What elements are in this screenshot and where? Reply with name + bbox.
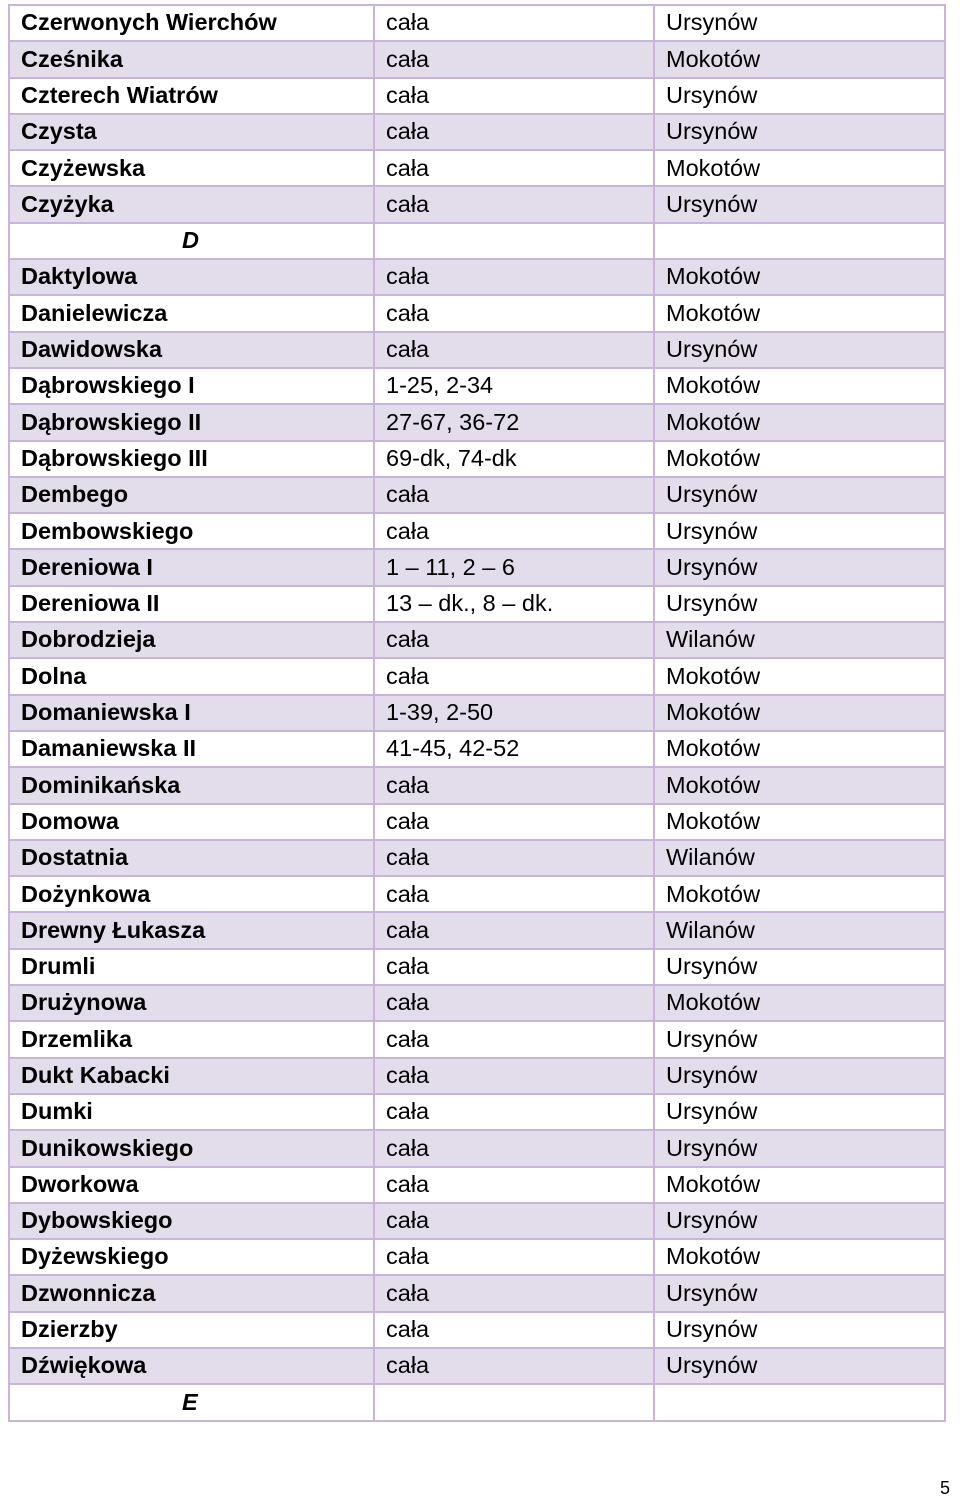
street-name-cell: Dąbrowskiego III [9, 441, 374, 477]
district-cell: Ursynów [654, 1312, 945, 1348]
district-cell: Mokotów [654, 731, 945, 767]
street-name-cell: Dzierzby [9, 1312, 374, 1348]
street-name-cell: Domaniewska I [9, 695, 374, 731]
district-cell: Ursynów [654, 1021, 945, 1057]
district-cell: Mokotów [654, 259, 945, 295]
table-row [9, 259, 945, 295]
letter-heading: E [9, 1384, 374, 1420]
street-name-cell: Drumli [9, 949, 374, 985]
street-name-cell: Dumki [9, 1094, 374, 1130]
street-name-cell: Dyżewskiego [9, 1239, 374, 1275]
district-cell: Ursynów [654, 114, 945, 150]
district-cell: Mokotów [654, 1167, 945, 1203]
district-cell: Ursynów [654, 1058, 945, 1094]
street-name-cell: Drewny Łukasza [9, 912, 374, 948]
range-cell: 1 – 11, 2 – 6 [374, 549, 654, 585]
table-row [9, 1130, 945, 1166]
district-cell: Ursynów [654, 1348, 945, 1384]
range-cell: cała [374, 622, 654, 658]
district-cell: Ursynów [654, 186, 945, 222]
range-cell: cała [374, 840, 654, 876]
table-row [9, 1275, 945, 1311]
table-row [9, 949, 945, 985]
range-cell: cała [374, 912, 654, 948]
range-cell: cała [374, 1130, 654, 1166]
range-cell: cała [374, 804, 654, 840]
district-cell: Mokotów [654, 658, 945, 694]
street-name-cell: Dożynkowa [9, 876, 374, 912]
street-name-cell: Danielewicza [9, 295, 374, 331]
street-name-cell: Dawidowska [9, 332, 374, 368]
street-name-cell: Domowa [9, 804, 374, 840]
range-cell: 1-25, 2-34 [374, 368, 654, 404]
district-cell: Wilanów [654, 622, 945, 658]
range-cell: cała [374, 1312, 654, 1348]
range-cell: cała [374, 1167, 654, 1203]
range-cell: cała [374, 1203, 654, 1239]
table-row [9, 622, 945, 658]
range-cell: 41-45, 42-52 [374, 731, 654, 767]
district-cell: Mokotów [654, 695, 945, 731]
range-cell: cała [374, 332, 654, 368]
district-cell: Ursynów [654, 549, 945, 585]
table-row [9, 1348, 945, 1384]
district-cell: Ursynów [654, 949, 945, 985]
street-name-cell: Damaniewska II [9, 731, 374, 767]
street-name-cell: Dostatnia [9, 840, 374, 876]
table-row [9, 150, 945, 186]
district-cell: Mokotów [654, 985, 945, 1021]
street-name-cell: Czerwonych Wierchów [9, 5, 374, 41]
district-cell: Ursynów [654, 332, 945, 368]
table-row [9, 586, 945, 622]
district-cell: Mokotów [654, 404, 945, 440]
street-name-cell: Dereniowa I [9, 549, 374, 585]
table-row [9, 1094, 945, 1130]
table-row [9, 876, 945, 912]
street-name-cell: Dybowskiego [9, 1203, 374, 1239]
table-body [9, 5, 945, 1421]
table-row [9, 1312, 945, 1348]
table-row [9, 1021, 945, 1057]
range-cell: cała [374, 150, 654, 186]
street-name-cell: Daktylowa [9, 259, 374, 295]
range-cell: cała [374, 767, 654, 803]
street-name-cell: Dąbrowskiego I [9, 368, 374, 404]
table-row [9, 332, 945, 368]
range-cell: cała [374, 477, 654, 513]
street-name-cell: Dąbrowskiego II [9, 404, 374, 440]
page-number: 5 [939, 1478, 950, 1498]
district-cell: Ursynów [654, 477, 945, 513]
range-cell: cała [374, 1058, 654, 1094]
range-cell: 27-67, 36-72 [374, 404, 654, 440]
street-name-cell: Dźwiękowa [9, 1348, 374, 1384]
street-name-cell: Czterech Wiatrów [9, 78, 374, 114]
range-cell: cała [374, 186, 654, 222]
range-cell: cała [374, 985, 654, 1021]
table-row [9, 295, 945, 331]
table-row [9, 840, 945, 876]
district-cell: Ursynów [654, 513, 945, 549]
range-cell: cała [374, 658, 654, 694]
range-cell: cała [374, 876, 654, 912]
district-cell: Ursynów [654, 1094, 945, 1130]
district-cell [654, 1384, 945, 1420]
table-row [9, 78, 945, 114]
table-row [9, 804, 945, 840]
range-cell: cała [374, 1348, 654, 1384]
street-name-cell: Dembowskiego [9, 513, 374, 549]
district-cell: Ursynów [654, 5, 945, 41]
street-name-cell: Dobrodzieja [9, 622, 374, 658]
range-cell: cała [374, 1239, 654, 1275]
district-cell: Mokotów [654, 876, 945, 912]
district-cell: Wilanów [654, 840, 945, 876]
table-row [9, 767, 945, 803]
district-cell: Ursynów [654, 78, 945, 114]
district-cell: Mokotów [654, 41, 945, 77]
district-cell: Mokotów [654, 368, 945, 404]
street-name-cell: Dominikańska [9, 767, 374, 803]
district-cell: Ursynów [654, 1203, 945, 1239]
street-name-cell: Czyżyka [9, 186, 374, 222]
range-cell: cała [374, 949, 654, 985]
table-row [9, 985, 945, 1021]
district-cell: Mokotów [654, 1239, 945, 1275]
table-row [9, 1167, 945, 1203]
street-name-cell: Czyżewska [9, 150, 374, 186]
range-cell: cała [374, 1275, 654, 1311]
table-row [9, 5, 945, 41]
street-table [8, 4, 946, 1422]
street-name-cell: Drzemlika [9, 1021, 374, 1057]
district-cell: Wilanów [654, 912, 945, 948]
street-name-cell: Drużynowa [9, 985, 374, 1021]
table-row [9, 41, 945, 77]
table-row [9, 695, 945, 731]
range-cell: cała [374, 41, 654, 77]
table-row [9, 114, 945, 150]
table-row [9, 549, 945, 585]
district-cell: Ursynów [654, 1130, 945, 1166]
district-cell: Mokotów [654, 295, 945, 331]
street-name-cell: Dembego [9, 477, 374, 513]
table-row [9, 731, 945, 767]
district-cell: Mokotów [654, 150, 945, 186]
street-name-cell: Dukt Kabacki [9, 1058, 374, 1094]
range-cell: cała [374, 5, 654, 41]
street-name-cell: Cześnika [9, 41, 374, 77]
street-name-cell: Dereniowa II [9, 586, 374, 622]
street-name-cell: Dzwonnicza [9, 1275, 374, 1311]
range-cell: cała [374, 1021, 654, 1057]
table-row [9, 404, 945, 440]
table-row [9, 658, 945, 694]
table-row [9, 1058, 945, 1094]
table-row [9, 1203, 945, 1239]
table-row [9, 441, 945, 477]
letter-header-row [9, 223, 945, 259]
range-cell: cała [374, 78, 654, 114]
range-cell: cała [374, 295, 654, 331]
district-cell: Mokotów [654, 804, 945, 840]
range-cell: 69-dk, 74-dk [374, 441, 654, 477]
district-cell: Mokotów [654, 441, 945, 477]
district-cell: Mokotów [654, 767, 945, 803]
letter-header-row [9, 1384, 945, 1420]
table-row [9, 368, 945, 404]
range-cell [374, 1384, 654, 1420]
range-cell: cała [374, 1094, 654, 1130]
table-row [9, 912, 945, 948]
district-cell: Ursynów [654, 586, 945, 622]
table-row [9, 1239, 945, 1275]
range-cell [374, 223, 654, 259]
range-cell: 13 – dk., 8 – dk. [374, 586, 654, 622]
district-cell [654, 223, 945, 259]
street-name-cell: Czysta [9, 114, 374, 150]
range-cell: cała [374, 259, 654, 295]
range-cell: cała [374, 114, 654, 150]
range-cell: cała [374, 513, 654, 549]
street-name-cell: Dworkowa [9, 1167, 374, 1203]
letter-heading: D [9, 223, 374, 259]
range-cell: 1-39, 2-50 [374, 695, 654, 731]
street-name-cell: Dolna [9, 658, 374, 694]
district-cell: Ursynów [654, 1275, 945, 1311]
table-row [9, 477, 945, 513]
table-row [9, 513, 945, 549]
table-row [9, 186, 945, 222]
street-name-cell: Dunikowskiego [9, 1130, 374, 1166]
